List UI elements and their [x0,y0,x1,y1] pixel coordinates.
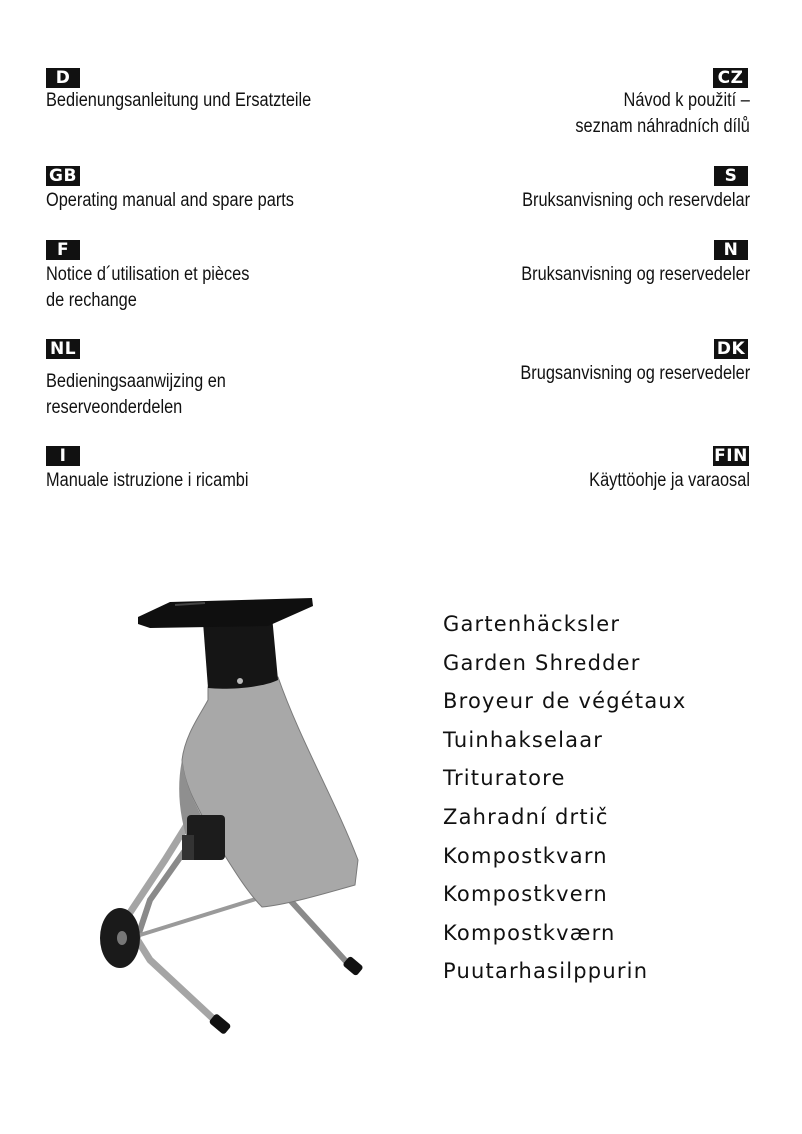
language-badge-f: F [46,240,80,260]
title-line: Návod k použití – [623,90,750,111]
product-name-se: Kompostkvarn [443,843,608,868]
language-badge-i: I [46,446,80,466]
language-badge-gb: GB [46,166,80,186]
title-fr [46,262,249,314]
product-name-cz: Zahradní drtič [443,804,609,829]
language-badge-cz: CZ [713,68,748,88]
title-nl [46,369,226,421]
shredder-rear-leg [290,900,352,968]
language-badge-dk: DK [714,339,748,359]
title-it [46,468,249,494]
shredder-body [182,677,358,907]
title-line: de rechange [46,290,137,311]
product-name-it: Trituratore [443,766,566,791]
language-badge-n: N [714,240,748,260]
language-badge-d: D [46,68,80,88]
title-line: Manuale istruzione i ricambi [46,470,249,491]
language-badge-fin: FIN [714,446,748,466]
product-name-no: Kompostkvern [443,882,608,907]
title-fi [589,468,750,494]
shredder-motor-cap [182,835,194,860]
product-name-fr: Broyeur de végétaux [443,689,687,714]
product-name-nl: Tuinhakselaar [443,727,604,752]
title-line: Bruksanvisning och reservdelar [522,190,750,211]
language-badge-nl: NL [46,339,80,359]
garden-shredder-image [90,585,390,1045]
title-line: Käyttöohje ja varaosal [589,470,750,491]
language-badge-s: S [714,166,748,186]
title-line: Bedienungsanleitung und Ersatzteile [46,90,312,111]
title-line: reserveonderdelen [46,397,183,418]
title-line: Notice d´utilisation et pièces [46,264,250,285]
title-dk [520,361,750,387]
shredder-wheel-hub [117,931,127,945]
title-line: Brugsanvisning og reservedeler [520,363,750,384]
product-name-fi: Puutarhasilppurin [443,959,649,984]
shredder-screw [237,678,243,684]
title-line: Operating manual and spare parts [46,190,294,211]
product-name-dk: Kompostkværn [443,920,616,945]
title-de [46,88,311,114]
title-line: Bedieningsaanwijzing en [46,371,226,392]
shredder-hopper [138,598,313,628]
title-cz [576,88,750,140]
title-se [522,188,750,214]
title-no [521,262,750,288]
product-name-list [443,610,687,996]
title-line: seznam náhradních dílů [575,116,750,137]
title-gb [46,188,294,214]
title-line: Bruksanvisning og reservedeler [521,264,750,285]
product-name-de: Gartenhäcksler [443,612,621,636]
product-name-en: Garden Shredder [443,650,641,675]
